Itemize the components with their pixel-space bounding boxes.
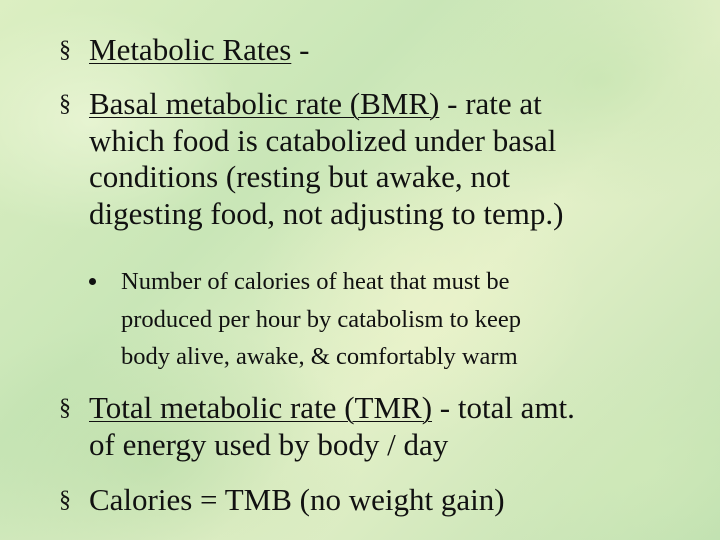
bullet-calories	[59, 482, 505, 519]
term-bmr: Basal metabolic rate (BMR)	[89, 86, 440, 121]
bullet-text: - rate at	[439, 86, 542, 121]
bullet-line: conditions (resting but awake, not	[89, 159, 510, 194]
section-bullet-icon: §	[59, 395, 71, 421]
round-bullet-icon	[89, 278, 96, 285]
bullet-metabolic-rates	[59, 32, 310, 69]
bullet-text: -	[291, 32, 310, 67]
bullet-tmr	[59, 390, 575, 463]
bullet-line: Calories = TMB (no weight gain)	[89, 482, 505, 517]
section-bullet-icon: §	[59, 91, 71, 117]
bullet-line: of energy used by body / day	[89, 426, 449, 462]
bullet-line	[89, 390, 575, 427]
sub-bullet-line: Number of calories of heat that must be	[121, 268, 510, 295]
bullet-bmr	[59, 86, 564, 232]
bullet-text: - total amt.	[432, 390, 575, 425]
bullet-line	[89, 32, 309, 69]
bullet-line: digesting food, not adjusting to temp.)	[89, 195, 564, 231]
sub-bullet-line: body alive, awake, & comfortably warm	[121, 343, 518, 370]
term-metabolic-rates: Metabolic Rates	[89, 32, 292, 67]
section-bullet-icon: §	[59, 487, 71, 513]
section-bullet-icon: §	[59, 37, 71, 63]
bullet-line	[89, 86, 563, 123]
bullet-line: which food is catabolized under basal	[89, 122, 557, 158]
term-tmr: Total metabolic rate (TMR)	[89, 390, 433, 425]
sub-bullet-line: produced per hour by catabolism to keep	[121, 305, 522, 333]
sub-bullet-calories-heat	[121, 263, 521, 376]
